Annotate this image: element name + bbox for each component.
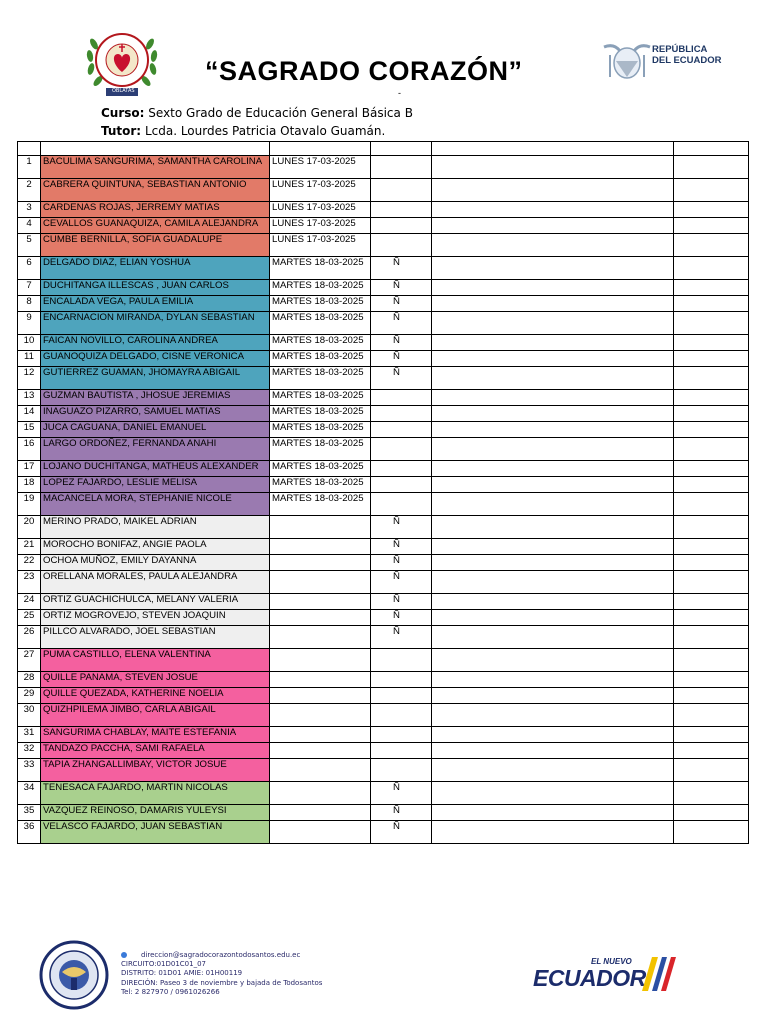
row-date — [270, 743, 371, 759]
footer-email-line — [121, 951, 322, 960]
row-number: 5 — [18, 234, 41, 257]
row-mark: Ñ — [371, 296, 432, 312]
empty-cell — [432, 539, 674, 555]
row-mark: Ñ — [371, 280, 432, 296]
empty-cell — [674, 477, 749, 493]
empty-cell — [674, 312, 749, 335]
row-mark — [371, 759, 432, 782]
row-date — [270, 727, 371, 743]
empty-cell — [432, 422, 674, 438]
row-date: MARTES 18-03-2025 — [270, 335, 371, 351]
empty-cell — [432, 312, 674, 335]
empty-cell — [674, 179, 749, 202]
footer-school-seal — [38, 940, 110, 1010]
empty-cell — [674, 257, 749, 280]
empty-cell — [674, 743, 749, 759]
empty-cell — [674, 280, 749, 296]
row-number: 20 — [18, 516, 41, 539]
row-date: MARTES 18-03-2025 — [270, 351, 371, 367]
empty-cell — [674, 649, 749, 672]
row-mark — [371, 406, 432, 422]
student-name: CEVALLOS GUANAQUIZA, CAMILA ALEJANDRA — [41, 218, 270, 234]
student-name: PUMA CASTILLO, ELENA VALENTINA — [41, 649, 270, 672]
empty-cell — [432, 179, 674, 202]
table-row — [18, 280, 749, 296]
row-mark: Ñ — [371, 626, 432, 649]
table-row — [18, 688, 749, 704]
row-mark — [371, 477, 432, 493]
globe-icon — [121, 952, 127, 958]
row-mark: Ñ — [371, 821, 432, 844]
footer-tel: Tel: 2 827970 / 0961026266 — [121, 987, 220, 996]
row-mark: Ñ — [371, 335, 432, 351]
government-logo — [602, 41, 652, 83]
table-row — [18, 390, 749, 406]
row-number: 22 — [18, 555, 41, 571]
table-row — [18, 727, 749, 743]
row-date — [270, 821, 371, 844]
row-mark — [371, 438, 432, 461]
table-row — [18, 296, 749, 312]
row-number: 14 — [18, 406, 41, 422]
empty-cell — [674, 594, 749, 610]
empty-cell — [674, 367, 749, 390]
row-number: 1 — [18, 156, 41, 179]
empty-cell — [432, 571, 674, 594]
student-name: GUANOQUIZA DELGADO, CISNE VERONICA — [41, 351, 270, 367]
row-date: LUNES 17-03-2025 — [270, 179, 371, 202]
row-date: MARTES 18-03-2025 — [270, 312, 371, 335]
student-name: ORTIZ MOGROVEJO, STEVEN JOAQUIN — [41, 610, 270, 626]
student-name: TENESACA FAJARDO, MARTIN NICOLAS — [41, 782, 270, 805]
student-table — [17, 141, 749, 844]
empty-cell — [674, 555, 749, 571]
empty-cell — [674, 422, 749, 438]
table-row — [18, 759, 749, 782]
empty-cell — [674, 406, 749, 422]
row-date: MARTES 18-03-2025 — [270, 422, 371, 438]
row-number: 26 — [18, 626, 41, 649]
row-date — [270, 805, 371, 821]
empty-cell — [674, 390, 749, 406]
empty-cell — [674, 461, 749, 477]
empty-cell — [674, 805, 749, 821]
header-cell — [41, 142, 270, 156]
row-number: 34 — [18, 782, 41, 805]
row-mark — [371, 234, 432, 257]
empty-cell — [674, 688, 749, 704]
student-name: CUMBE BERNILLA, SOFIA GUADALUPE — [41, 234, 270, 257]
student-name: CARDENAS ROJAS, JERREMY MATIAS — [41, 202, 270, 218]
row-mark — [371, 202, 432, 218]
empty-cell — [432, 202, 674, 218]
empty-cell — [674, 727, 749, 743]
row-mark — [371, 156, 432, 179]
empty-cell — [674, 296, 749, 312]
row-mark: Ñ — [371, 594, 432, 610]
row-mark: Ñ — [371, 571, 432, 594]
empty-cell — [432, 743, 674, 759]
student-name: QUILLE QUEZADA, KATHERINE NOELIA — [41, 688, 270, 704]
row-mark: Ñ — [371, 312, 432, 335]
row-number: 19 — [18, 493, 41, 516]
student-name: FAICAN NOVILLO, CAROLINA ANDREA — [41, 335, 270, 351]
row-date — [270, 571, 371, 594]
row-mark — [371, 743, 432, 759]
row-number: 3 — [18, 202, 41, 218]
footer-circuito: CIRCUITO:01D01C01_07 — [121, 960, 206, 969]
row-date: MARTES 18-03-2025 — [270, 461, 371, 477]
row-number: 30 — [18, 704, 41, 727]
table-row — [18, 422, 749, 438]
row-date: LUNES 17-03-2025 — [270, 218, 371, 234]
empty-cell — [432, 477, 674, 493]
student-name: JUCA CAGUANA, DANIEL EMANUEL — [41, 422, 270, 438]
table-row — [18, 312, 749, 335]
empty-cell — [674, 782, 749, 805]
student-name: VELASCO FAJARDO, JUAN SEBASTIAN — [41, 821, 270, 844]
empty-cell — [432, 296, 674, 312]
row-mark — [371, 422, 432, 438]
table-row — [18, 626, 749, 649]
table-row — [18, 202, 749, 218]
table-row — [18, 649, 749, 672]
row-number: 31 — [18, 727, 41, 743]
row-date: MARTES 18-03-2025 — [270, 280, 371, 296]
row-mark: Ñ — [371, 610, 432, 626]
row-number: 18 — [18, 477, 41, 493]
table-row — [18, 704, 749, 727]
table-row — [18, 805, 749, 821]
row-mark — [371, 727, 432, 743]
title-dash: - — [398, 88, 401, 98]
student-name: INAGUAZO PIZARRO, SAMUEL MATIAS — [41, 406, 270, 422]
empty-cell — [432, 759, 674, 782]
row-date — [270, 555, 371, 571]
table-row — [18, 367, 749, 390]
row-date — [270, 539, 371, 555]
student-name: TANDAZO PACCHA, SAMI RAFAELA — [41, 743, 270, 759]
empty-cell — [432, 280, 674, 296]
student-name: GUZMAN BAUTISTA , JHOSUE JEREMIAS — [41, 390, 270, 406]
empty-cell — [432, 610, 674, 626]
student-name: MOROCHO BONIFAZ, ANGIE PAOLA — [41, 539, 270, 555]
course-value: Sexto Grado de Educación General Básica B — [148, 106, 413, 120]
header-cell — [270, 142, 371, 156]
table-row — [18, 438, 749, 461]
row-number: 25 — [18, 610, 41, 626]
empty-cell — [432, 234, 674, 257]
row-date: MARTES 18-03-2025 — [270, 406, 371, 422]
row-number: 17 — [18, 461, 41, 477]
empty-cell — [674, 438, 749, 461]
empty-cell — [432, 390, 674, 406]
footer-email[interactable]: direccion@sagradocorazontodosantos.edu.ec — [141, 951, 301, 959]
row-mark: Ñ — [371, 257, 432, 280]
header-cell — [432, 142, 674, 156]
row-mark: Ñ — [371, 539, 432, 555]
table-row — [18, 516, 749, 539]
student-name: ORELLANA MORALES, PAULA ALEJANDRA — [41, 571, 270, 594]
flag-stripes-icon — [636, 955, 676, 993]
student-name: CABRERA QUINTUNA, SEBASTIAN ANTONIO — [41, 179, 270, 202]
government-line2: DEL ECUADOR — [652, 55, 722, 66]
row-date — [270, 516, 371, 539]
student-name: MACANCELA MORA, STEPHANIE NICOLE — [41, 493, 270, 516]
government-text — [652, 44, 722, 66]
row-mark — [371, 704, 432, 727]
row-number: 15 — [18, 422, 41, 438]
table-row — [18, 335, 749, 351]
empty-cell — [432, 688, 674, 704]
empty-cell — [432, 626, 674, 649]
empty-cell — [674, 539, 749, 555]
row-date: MARTES 18-03-2025 — [270, 477, 371, 493]
row-mark: Ñ — [371, 351, 432, 367]
student-name: PILLCO ALVARADO, JOEL SEBASTIAN — [41, 626, 270, 649]
empty-cell — [674, 156, 749, 179]
table-row — [18, 743, 749, 759]
row-number: 36 — [18, 821, 41, 844]
table-row — [18, 351, 749, 367]
header-cell — [371, 142, 432, 156]
table-row — [18, 493, 749, 516]
row-mark: Ñ — [371, 516, 432, 539]
course-label: Curso: — [101, 106, 145, 120]
table-row — [18, 539, 749, 555]
tutor-value: Lcda. Lourdes Patricia Otavalo Guamán. — [144, 124, 386, 138]
row-date: MARTES 18-03-2025 — [270, 438, 371, 461]
table-row — [18, 594, 749, 610]
row-number: 4 — [18, 218, 41, 234]
empty-cell — [674, 493, 749, 516]
school-logo-sub: OBLATAS — [112, 88, 135, 94]
empty-cell — [674, 202, 749, 218]
empty-cell — [674, 610, 749, 626]
row-date — [270, 610, 371, 626]
student-name: VAZQUEZ REINOSO, DAMARIS YULEYSI — [41, 805, 270, 821]
empty-cell — [432, 649, 674, 672]
empty-cell — [432, 257, 674, 280]
empty-cell — [432, 672, 674, 688]
row-number: 9 — [18, 312, 41, 335]
student-name: ORTIZ GUACHICHULCA, MELANY VALERIA — [41, 594, 270, 610]
row-number: 6 — [18, 257, 41, 280]
student-name: LOJANO DUCHITANGA, MATHEUS ALEXANDER — [41, 461, 270, 477]
row-number: 35 — [18, 805, 41, 821]
table-row — [18, 672, 749, 688]
tutor-line — [101, 124, 385, 138]
brand-small: EL NUEVO — [591, 957, 632, 966]
table-row — [18, 821, 749, 844]
table-row — [18, 610, 749, 626]
header-cell — [18, 142, 41, 156]
student-name: LOPEZ FAJARDO, LESLIE MELISA — [41, 477, 270, 493]
empty-cell — [432, 704, 674, 727]
header-cell — [674, 142, 749, 156]
row-mark — [371, 672, 432, 688]
table-row — [18, 156, 749, 179]
table-row — [18, 461, 749, 477]
table-row — [18, 257, 749, 280]
table-row — [18, 234, 749, 257]
row-number: 32 — [18, 743, 41, 759]
empty-cell — [432, 782, 674, 805]
row-date: MARTES 18-03-2025 — [270, 296, 371, 312]
empty-cell — [674, 571, 749, 594]
row-number: 2 — [18, 179, 41, 202]
row-mark: Ñ — [371, 782, 432, 805]
row-date — [270, 594, 371, 610]
row-date — [270, 672, 371, 688]
row-number: 21 — [18, 539, 41, 555]
empty-cell — [432, 805, 674, 821]
row-date — [270, 649, 371, 672]
empty-cell — [432, 727, 674, 743]
student-table-body — [18, 142, 749, 844]
row-date — [270, 704, 371, 727]
row-date — [270, 782, 371, 805]
student-name: OCHOA MUÑOZ, EMILY DAYANNA — [41, 555, 270, 571]
empty-cell — [674, 704, 749, 727]
empty-cell — [674, 821, 749, 844]
row-mark — [371, 649, 432, 672]
row-date — [270, 759, 371, 782]
empty-cell — [432, 516, 674, 539]
empty-cell — [674, 234, 749, 257]
row-number: 29 — [18, 688, 41, 704]
row-number: 7 — [18, 280, 41, 296]
row-date: MARTES 18-03-2025 — [270, 390, 371, 406]
empty-cell — [432, 555, 674, 571]
row-mark: Ñ — [371, 367, 432, 390]
student-name: TAPIA ZHANGALLIMBAY, VICTOR JOSUE — [41, 759, 270, 782]
empty-cell — [432, 594, 674, 610]
row-mark: Ñ — [371, 555, 432, 571]
row-date: MARTES 18-03-2025 — [270, 367, 371, 390]
empty-cell — [432, 406, 674, 422]
table-row — [18, 571, 749, 594]
empty-cell — [674, 351, 749, 367]
row-mark — [371, 218, 432, 234]
empty-cell — [432, 493, 674, 516]
row-date: LUNES 17-03-2025 — [270, 156, 371, 179]
empty-cell — [674, 516, 749, 539]
row-mark — [371, 493, 432, 516]
brand-big: ECUADOR — [533, 965, 646, 991]
student-name: QUILLE PANAMA, STEVEN JOSUE — [41, 672, 270, 688]
table-row — [18, 218, 749, 234]
table-row — [18, 477, 749, 493]
table-row — [18, 555, 749, 571]
row-date: LUNES 17-03-2025 — [270, 202, 371, 218]
row-date — [270, 688, 371, 704]
row-number: 13 — [18, 390, 41, 406]
page-title: “SAGRADO CORAZÓN” — [205, 56, 523, 86]
row-number: 12 — [18, 367, 41, 390]
empty-cell — [432, 461, 674, 477]
empty-cell — [674, 759, 749, 782]
student-name: QUIZHPILEMA JIMBO, CARLA ABIGAIL — [41, 704, 270, 727]
el-nuevo-ecuador-logo — [533, 955, 678, 1000]
student-name: ENCALADA VEGA, PAULA EMILIA — [41, 296, 270, 312]
student-name: BACULIMA SANGURIMA, SAMANTHA CAROLINA — [41, 156, 270, 179]
row-mark — [371, 390, 432, 406]
course-line — [101, 106, 413, 120]
empty-cell — [432, 156, 674, 179]
table-row — [18, 782, 749, 805]
row-number: 33 — [18, 759, 41, 782]
empty-cell — [674, 335, 749, 351]
empty-cell — [432, 821, 674, 844]
empty-cell — [674, 672, 749, 688]
row-mark: Ñ — [371, 805, 432, 821]
student-name: DUCHITANGA ILLESCAS , JUAN CARLOS — [41, 280, 270, 296]
row-date: MARTES 18-03-2025 — [270, 493, 371, 516]
student-name: LARGO ORDOÑEZ, FERNANDA ANAHI — [41, 438, 270, 461]
student-name: SANGURIMA CHABLAY, MAITE ESTEFANIA — [41, 727, 270, 743]
empty-cell — [674, 626, 749, 649]
student-name: ENCARNACION MIRANDA, DYLAN SEBASTIAN — [41, 312, 270, 335]
row-number: 23 — [18, 571, 41, 594]
row-mark — [371, 688, 432, 704]
footer-distrito: DISTRITO: 01D01 AMIE: 01H00119 — [121, 969, 243, 978]
student-name: MERINO PRADO, MAIKEL ADRIAN — [41, 516, 270, 539]
government-line1: REPÚBLICA — [652, 44, 708, 55]
row-number: 10 — [18, 335, 41, 351]
empty-cell — [674, 218, 749, 234]
footer-direccion: DIRECIÓN: Paseo 3 de noviembre y bajada de Todosantos — [121, 978, 323, 987]
empty-cell — [432, 218, 674, 234]
table-header-row — [18, 142, 749, 156]
row-date — [270, 626, 371, 649]
student-name: DELGADO DIAZ, ELIAN YOSHUA — [41, 257, 270, 280]
row-number: 16 — [18, 438, 41, 461]
row-number: 11 — [18, 351, 41, 367]
row-number: 24 — [18, 594, 41, 610]
empty-cell — [432, 335, 674, 351]
school-logo — [82, 22, 162, 100]
tutor-label: Tutor: — [101, 124, 142, 138]
row-number: 28 — [18, 672, 41, 688]
row-date: LUNES 17-03-2025 — [270, 234, 371, 257]
empty-cell — [432, 351, 674, 367]
student-name: GUTIERREZ GUAMAN, JHOMAYRA ABIGAIL — [41, 367, 270, 390]
table-row — [18, 406, 749, 422]
row-number: 8 — [18, 296, 41, 312]
footer-contact — [121, 951, 322, 997]
row-number: 27 — [18, 649, 41, 672]
empty-cell — [432, 367, 674, 390]
table-row — [18, 179, 749, 202]
empty-cell — [432, 438, 674, 461]
row-date: MARTES 18-03-2025 — [270, 257, 371, 280]
row-mark — [371, 461, 432, 477]
row-mark — [371, 179, 432, 202]
